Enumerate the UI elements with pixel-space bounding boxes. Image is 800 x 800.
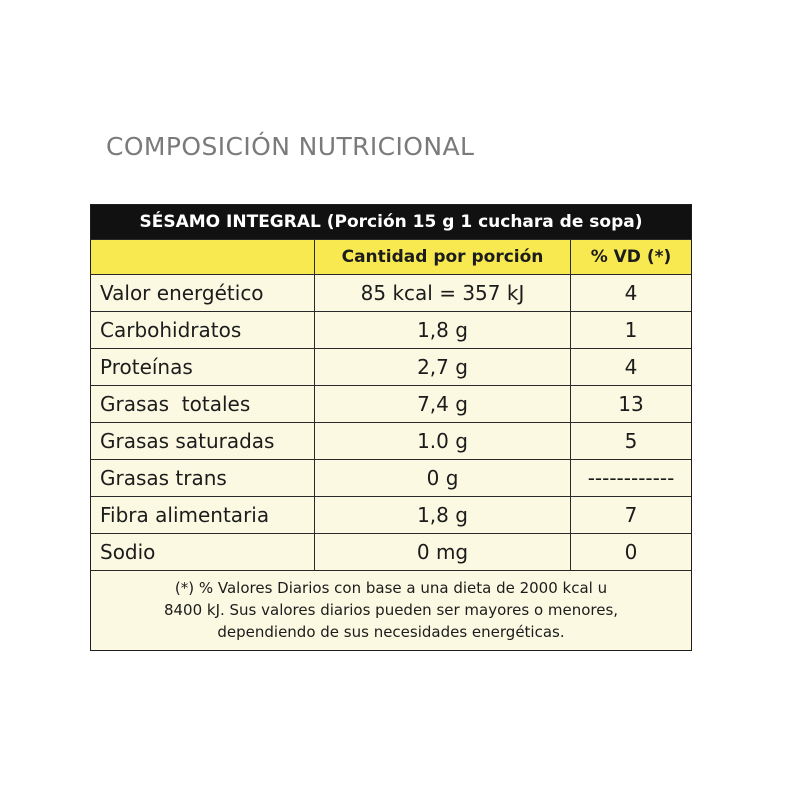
nutrient-daily-value: ------------	[570, 460, 691, 496]
table-row	[91, 311, 691, 348]
table-footnote	[91, 570, 691, 650]
nutrient-name: Grasas totales	[100, 392, 251, 416]
nutrient-amount: 1,8 g	[314, 312, 570, 348]
page-heading: COMPOSICIÓN NUTRICIONAL	[106, 132, 475, 161]
table-row	[91, 274, 691, 311]
nutrient-name: Grasas saturadas	[100, 429, 275, 453]
table-title: SÉSAMO INTEGRAL (Porción 15 g 1 cuchara de sopa)	[91, 205, 691, 239]
nutrition-table	[90, 204, 692, 651]
nutrient-daily-value: 4	[570, 275, 691, 311]
footnote-line: 8400 kJ. Sus valores diarios pueden ser mayores o menores,	[163, 601, 619, 619]
nutrient-amount: 1,8 g	[314, 497, 570, 533]
nutrient-amount: 7,4 g	[314, 386, 570, 422]
nutrient-amount: 1.0 g	[314, 423, 570, 459]
footnote-line: (*) % Valores Diarios con base a una dieta de 2000 kcal u	[174, 579, 608, 597]
footnote-line: dependiendo de sus necesidades energéticas.	[217, 623, 565, 641]
nutrient-daily-value: 4	[570, 349, 691, 385]
table-row	[91, 533, 691, 570]
nutrient-daily-value: 0	[570, 534, 691, 570]
table-row	[91, 385, 691, 422]
table-header-row	[91, 239, 691, 274]
nutrient-name: Fibra alimentaria	[100, 503, 270, 527]
nutrient-daily-value: 7	[570, 497, 691, 533]
nutrient-name: Valor energético	[100, 281, 264, 305]
table-row	[91, 348, 691, 385]
header-amount: Cantidad por porción	[314, 240, 570, 274]
nutrient-amount: 0 g	[314, 460, 570, 496]
nutrient-name: Carbohidratos	[100, 318, 242, 342]
table-row	[91, 459, 691, 496]
nutrient-amount: 2,7 g	[314, 349, 570, 385]
nutrient-amount: 85 kcal = 357 kJ	[314, 275, 570, 311]
nutrient-daily-value: 5	[570, 423, 691, 459]
nutrient-name: Grasas trans	[100, 466, 227, 490]
nutrient-name: Proteínas	[100, 355, 193, 379]
table-row	[91, 422, 691, 459]
nutrient-daily-value: 1	[570, 312, 691, 348]
header-nutrient	[91, 240, 314, 274]
nutrient-amount: 0 mg	[314, 534, 570, 570]
nutrient-daily-value: 13	[570, 386, 691, 422]
header-daily-value: % VD (*)	[570, 240, 691, 274]
nutrient-name: Sodio	[100, 540, 156, 564]
table-row	[91, 496, 691, 533]
